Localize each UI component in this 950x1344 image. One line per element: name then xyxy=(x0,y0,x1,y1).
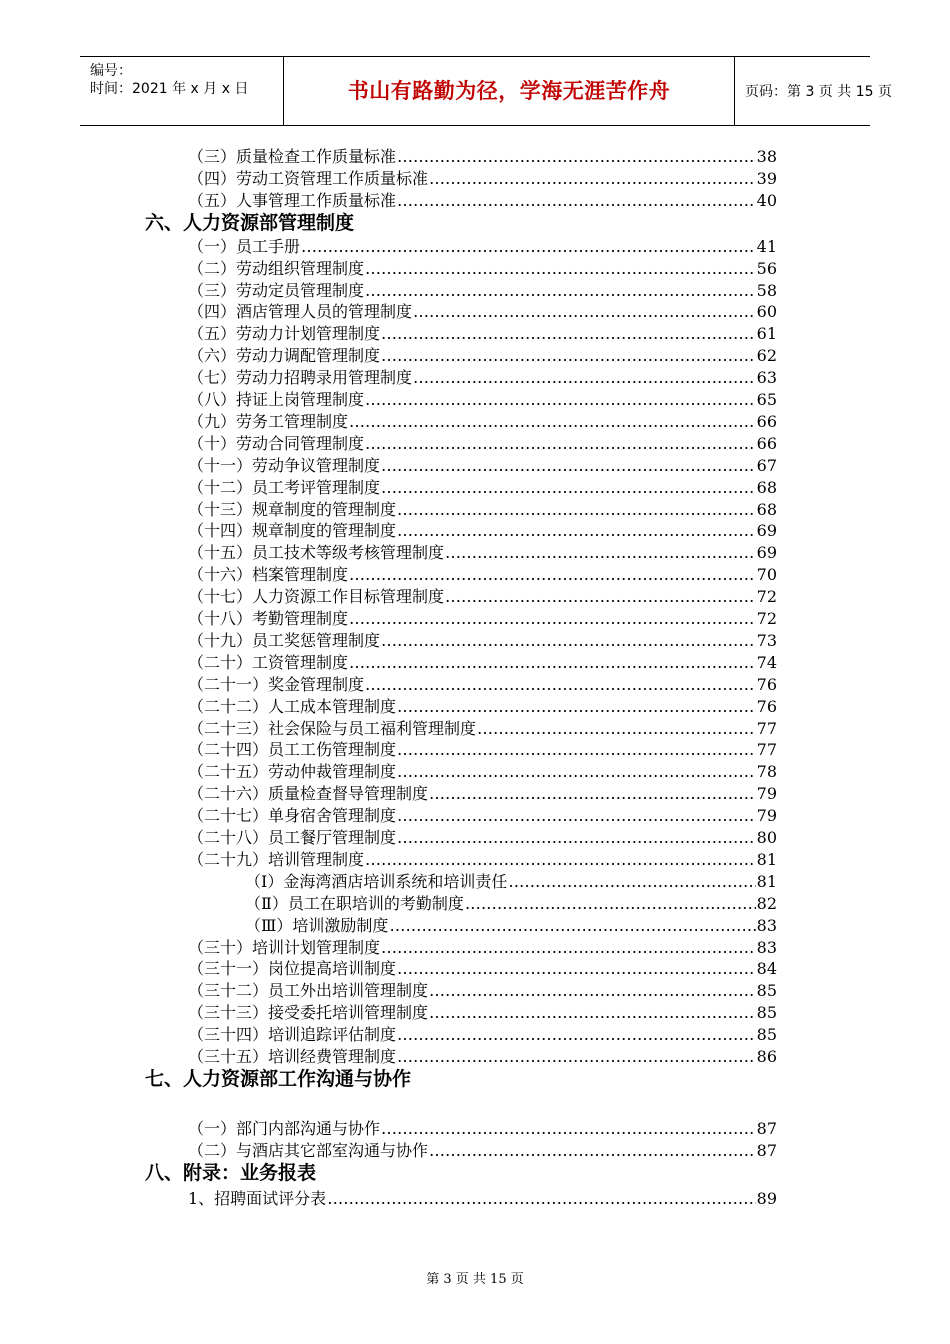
toc-entry[interactable] xyxy=(188,301,777,323)
toc-entry-page: 38 xyxy=(756,147,777,166)
toc-entry-label: （六）劳动力调配管理制度 xyxy=(188,346,381,366)
toc-leader-dots xyxy=(349,652,756,674)
toc-entry-page: 67 xyxy=(756,455,777,475)
toc-leader-dots xyxy=(429,168,756,190)
toc-leader-dots xyxy=(477,718,756,740)
toc-entry[interactable] xyxy=(188,1188,777,1210)
toc-entry[interactable] xyxy=(188,1024,777,1046)
toc-leader-dots xyxy=(381,477,756,499)
toc-entry-page: 77 xyxy=(756,718,777,738)
toc-entry[interactable] xyxy=(188,455,777,477)
toc-entry[interactable] xyxy=(188,411,777,433)
toc-entry[interactable] xyxy=(188,477,777,499)
toc-entry-page: 72 xyxy=(756,609,777,628)
toc-entry-label: （二十九）培训管理制度 xyxy=(188,849,365,869)
toc-leader-dots xyxy=(429,1002,756,1024)
toc-entry-label: （三十二）员工外出培训管理制度 xyxy=(188,981,429,1001)
header-motto-cell xyxy=(283,57,735,125)
toc-entry-label: （三十五）培训经费管理制度 xyxy=(188,1047,397,1066)
toc-entry-label: （二）与酒店其它部室沟通与协作 xyxy=(188,1140,429,1160)
toc-entry[interactable] xyxy=(188,258,777,280)
toc-leader-dots xyxy=(381,345,756,367)
toc-leader-dots xyxy=(365,389,756,411)
toc-entry[interactable] xyxy=(188,1046,777,1068)
page-header xyxy=(80,56,892,126)
toc-leader-dots xyxy=(397,696,756,718)
toc-entry[interactable] xyxy=(188,761,777,783)
toc-leader-dots xyxy=(349,608,756,630)
toc-leader-dots xyxy=(365,849,756,871)
toc-entry-label: 1、招聘面试评分表 xyxy=(188,1188,327,1208)
toc-entry-label: （三十四）培训追踪评估制度 xyxy=(188,1025,397,1045)
toc-entry-label: （九）劳务工管理制度 xyxy=(188,411,349,431)
toc-entry-label: （二十五）劳动仲裁管理制度 xyxy=(188,762,397,782)
toc-entry-page: 68 xyxy=(756,499,777,519)
toc-entry-label: （十五）员工技术等级考核管理制度 xyxy=(188,543,445,563)
toc-entry[interactable] xyxy=(188,389,777,411)
document-number-label: 编号： xyxy=(90,63,132,79)
toc-leader-dots xyxy=(365,674,756,696)
toc-entry-page: 79 xyxy=(756,806,777,826)
toc-entry-label: （Ⅲ）培训激励制度 xyxy=(245,915,389,935)
document-time-label: 时间：2021 年 x 月 x 日 xyxy=(90,81,249,97)
toc-entry[interactable] xyxy=(188,345,777,367)
toc-leader-dots xyxy=(389,915,755,937)
toc-entry-page: 86 xyxy=(756,1047,777,1066)
toc-leader-dots xyxy=(429,783,756,805)
header-motto: 书山有路勤为径，学海无涯苦作舟 xyxy=(347,79,671,103)
toc-entry[interactable] xyxy=(188,849,777,871)
toc-entry-label: （二十一）奖金管理制度 xyxy=(188,674,365,694)
toc-entry-label: （二）劳动组织管理制度 xyxy=(188,258,365,278)
toc-entry-label: （Ⅱ）员工在职培训的考勤制度 xyxy=(245,893,464,913)
toc-entry-page: 81 xyxy=(756,849,777,869)
toc-leader-dots xyxy=(429,1140,756,1162)
toc-entry-label: （十一）劳动争议管理制度 xyxy=(188,455,381,475)
toc-entry-label: （三）质量检查工作质量标准 xyxy=(188,147,397,166)
toc-entry[interactable] xyxy=(188,323,777,345)
toc-entry[interactable] xyxy=(188,542,777,564)
toc-leader-dots xyxy=(381,1118,756,1140)
toc-entry-page: 56 xyxy=(756,258,777,278)
toc-entry-page: 77 xyxy=(756,740,777,760)
toc-entry-page: 68 xyxy=(756,477,777,497)
toc-entry-page: 79 xyxy=(756,784,777,804)
toc-leader-dots xyxy=(397,739,756,761)
toc-entry[interactable] xyxy=(188,674,777,696)
toc-leader-dots xyxy=(381,455,756,477)
toc-entry-label: （Ⅰ）金海湾酒店培训系统和培训责任 xyxy=(245,871,508,891)
toc-entry-label: （三十三）接受委托培训管理制度 xyxy=(188,1003,429,1023)
section-heading-7: 七、人力资源部工作沟通与协作 xyxy=(145,1067,412,1090)
toc-leader-dots xyxy=(365,258,756,280)
toc-entry-page: 40 xyxy=(756,190,777,210)
toc-entry-page: 85 xyxy=(756,1025,777,1045)
toc-entry[interactable] xyxy=(188,1140,777,1162)
toc-leader-dots xyxy=(508,871,755,893)
toc-entry[interactable] xyxy=(188,980,777,1002)
toc-entry-label: （十三）规章制度的管理制度 xyxy=(188,499,397,519)
toc-leader-dots xyxy=(397,1024,756,1046)
toc-entry-page: 69 xyxy=(756,521,777,541)
toc-entry-page: 74 xyxy=(756,652,777,672)
toc-leader-dots xyxy=(445,542,756,564)
toc-leader-dots xyxy=(349,411,756,433)
toc-entry-page: 89 xyxy=(756,1188,777,1208)
toc-entry[interactable] xyxy=(188,805,777,827)
toc-entry-label: （十）劳动合同管理制度 xyxy=(188,433,365,453)
toc-entry-page: 73 xyxy=(756,630,777,650)
toc-entry-label: （一）员工手册 xyxy=(188,236,301,256)
toc-entry-page: 58 xyxy=(756,280,777,300)
toc-entry[interactable] xyxy=(188,1002,777,1024)
section-heading-8: 八、附录：业务报表 xyxy=(145,1161,317,1184)
toc-entry[interactable] xyxy=(188,520,777,542)
toc-entry-label: （十四）规章制度的管理制度 xyxy=(188,521,397,541)
toc-entry[interactable] xyxy=(188,564,777,586)
toc-entry-label: （十七）人力资源工作目标管理制度 xyxy=(188,587,445,607)
toc-leader-dots xyxy=(397,499,756,521)
toc-entry[interactable] xyxy=(188,937,777,959)
toc-entry-page: 60 xyxy=(756,302,777,322)
toc-entry-label: （五）人事管理工作质量标准 xyxy=(188,190,397,210)
toc-entry-label: （四）酒店管理人员的管理制度 xyxy=(188,302,413,322)
toc-entry-page: 69 xyxy=(756,543,777,563)
toc-leader-dots xyxy=(381,937,756,959)
toc-entry-label: （二十六）质量检查督导管理制度 xyxy=(188,784,429,804)
toc-entry[interactable] xyxy=(188,827,777,849)
toc-leader-dots xyxy=(413,367,756,389)
toc-entry-page: 80 xyxy=(756,828,777,847)
toc-entry-label: （五）劳动力计划管理制度 xyxy=(188,324,381,344)
toc-entry[interactable] xyxy=(188,1118,777,1140)
toc-entry[interactable] xyxy=(188,718,777,740)
toc-entry-page: 81 xyxy=(756,871,777,891)
toc-entry-label: （三十一）岗位提高培训制度 xyxy=(188,959,397,979)
toc-leader-dots xyxy=(381,630,756,652)
toc-entry-page: 65 xyxy=(756,390,777,409)
toc-leader-dots xyxy=(397,958,756,980)
toc-leader-dots xyxy=(365,280,756,302)
toc-entry-page: 72 xyxy=(756,587,777,607)
toc-entry[interactable] xyxy=(188,739,777,761)
toc-entry[interactable] xyxy=(188,499,777,521)
toc-entry-label: （二十三）社会保险与员工福利管理制度 xyxy=(188,718,477,738)
toc-entry-page: 61 xyxy=(756,324,777,344)
toc-entry-page: 82 xyxy=(756,893,777,913)
toc-entry-page: 39 xyxy=(756,168,777,188)
header-meta xyxy=(80,57,283,125)
toc-entry-page: 70 xyxy=(756,565,777,585)
toc-entry[interactable] xyxy=(188,367,777,389)
toc-leader-dots xyxy=(397,761,756,783)
toc-entry-page: 62 xyxy=(756,346,777,366)
toc-leader-dots xyxy=(397,827,756,849)
toc-leader-dots xyxy=(429,980,756,1002)
toc-entry[interactable] xyxy=(188,146,777,168)
toc-entry-page: 63 xyxy=(756,368,777,388)
toc-entry[interactable] xyxy=(188,630,777,652)
toc-entry[interactable] xyxy=(188,433,777,455)
toc-entry[interactable] xyxy=(245,871,777,893)
toc-entry-page: 85 xyxy=(756,1003,777,1023)
toc-entry[interactable] xyxy=(245,893,777,915)
toc-leader-dots xyxy=(365,433,756,455)
toc-leader-dots xyxy=(381,323,756,345)
toc-entry-page: 76 xyxy=(756,674,777,694)
toc-entry-label: （四）劳动工资管理工作质量标准 xyxy=(188,168,429,188)
toc-leader-dots xyxy=(413,301,756,323)
toc-leader-dots xyxy=(397,805,756,827)
toc-entry-label: （二十）工资管理制度 xyxy=(188,652,349,672)
toc-leader-dots xyxy=(445,586,756,608)
toc-entry-label: （十八）考勤管理制度 xyxy=(188,609,349,628)
toc-entry-page: 41 xyxy=(756,236,777,256)
toc-entry-label: （二十二）人工成本管理制度 xyxy=(188,696,397,716)
toc-entry[interactable] xyxy=(245,915,777,937)
toc-entry[interactable] xyxy=(188,696,777,718)
toc-entry-page: 83 xyxy=(756,937,777,957)
toc-entry[interactable] xyxy=(188,652,777,674)
section-heading-6: 六、人力资源部管理制度 xyxy=(145,211,355,234)
toc-entry-page: 85 xyxy=(756,981,777,1001)
toc-entry[interactable] xyxy=(188,190,777,212)
toc-entry-label: （二十四）员工工伤管理制度 xyxy=(188,740,397,760)
toc-entry[interactable] xyxy=(188,608,777,630)
toc-entry-label: （一）部门内部沟通与协作 xyxy=(188,1118,381,1138)
toc-entry[interactable] xyxy=(188,586,777,608)
header-page-info: 页码：第 3 页 共 15 页 xyxy=(745,84,892,100)
toc-entry[interactable] xyxy=(188,168,777,190)
toc-entry-label: （三十）培训计划管理制度 xyxy=(188,937,381,957)
toc-entry-label: （二十八）员工餐厅管理制度 xyxy=(188,828,397,847)
toc-entry[interactable] xyxy=(188,280,777,302)
page-footer: 第 3 页 共 15 页 xyxy=(426,1272,524,1287)
toc-leader-dots xyxy=(465,893,756,915)
toc-entry[interactable] xyxy=(188,783,777,805)
toc-entry-label: （十二）员工考评管理制度 xyxy=(188,477,381,497)
toc-leader-dots xyxy=(301,236,756,258)
toc-leader-dots xyxy=(327,1188,755,1210)
toc-entry[interactable] xyxy=(188,958,777,980)
toc-entry-label: （十九）员工奖惩管理制度 xyxy=(188,630,381,650)
toc-entry[interactable] xyxy=(188,236,777,258)
toc-entry-label: （十六）档案管理制度 xyxy=(188,565,349,585)
toc-entry-label: （二十七）单身宿舍管理制度 xyxy=(188,806,397,826)
toc-entry-label: （七）劳动力招聘录用管理制度 xyxy=(188,368,413,388)
toc-entry-page: 83 xyxy=(756,915,777,935)
toc-leader-dots xyxy=(397,190,756,212)
toc-entry-page: 66 xyxy=(756,433,777,453)
toc-entry-page: 84 xyxy=(756,959,777,979)
toc-leader-dots xyxy=(397,520,756,542)
toc-leader-dots xyxy=(349,564,756,586)
toc-entry-page: 76 xyxy=(756,696,777,716)
toc-entry-page: 87 xyxy=(756,1140,777,1160)
toc-leader-dots xyxy=(397,146,756,168)
toc-entry-page: 66 xyxy=(756,411,777,431)
toc-entry-page: 87 xyxy=(756,1118,777,1138)
toc-entry-label: （八）持证上岗管理制度 xyxy=(188,390,365,409)
toc-entry-label: （三）劳动定员管理制度 xyxy=(188,280,365,300)
toc-leader-dots xyxy=(397,1046,756,1068)
toc-entry-page: 78 xyxy=(756,762,777,782)
